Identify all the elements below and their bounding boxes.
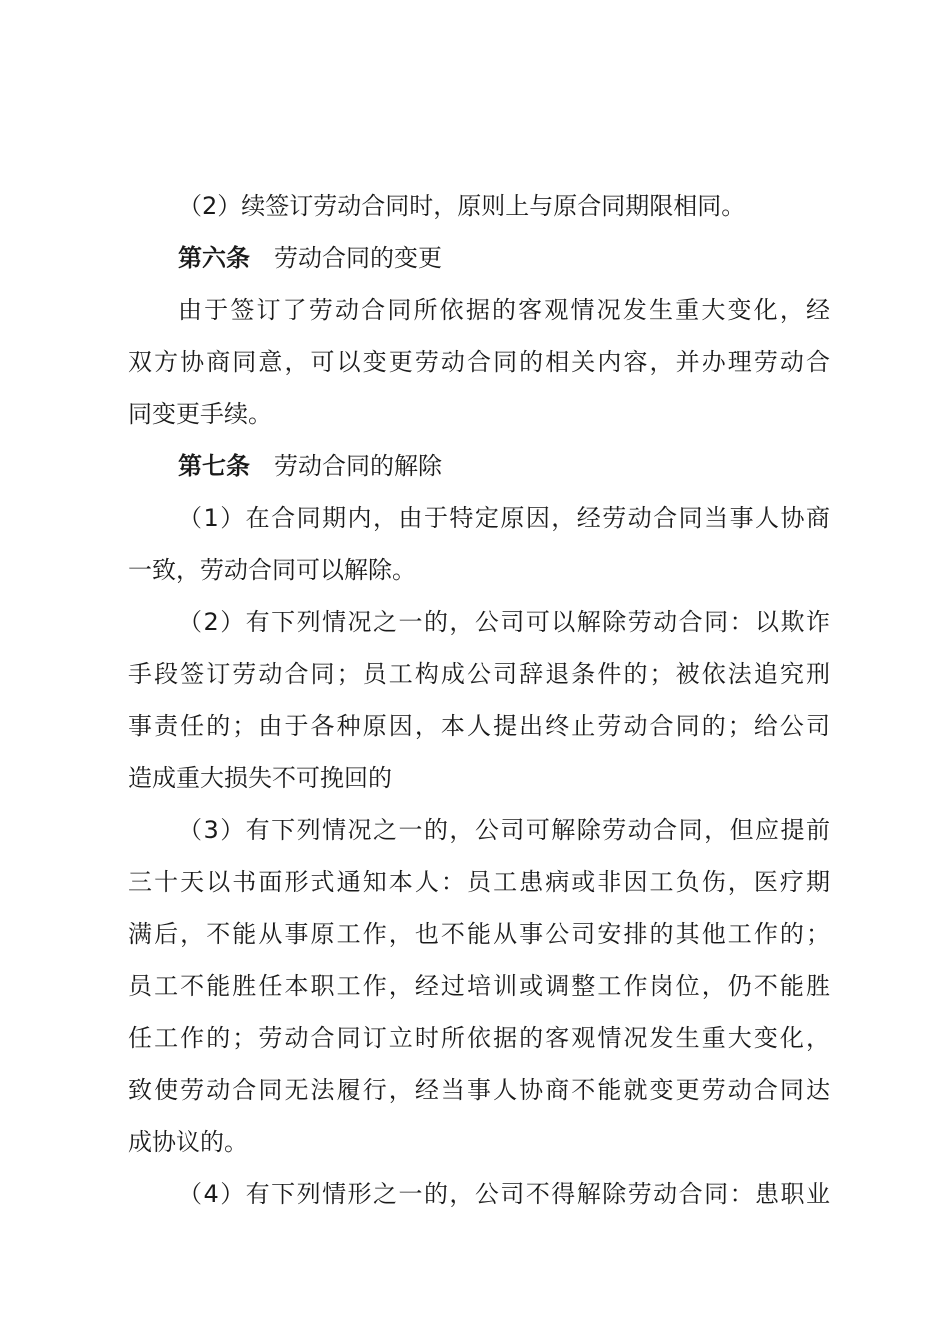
paragraph-line: 由于签订了劳动合同所依据的客观情况发生重大变化，经 xyxy=(178,296,830,324)
paragraph-line: （3）有下列情况之一的，公司可解除劳动合同，但应提前 xyxy=(178,816,830,844)
paragraph-line: 事责任的；由于各种原因，本人提出终止劳动合同的；给公司 xyxy=(128,712,830,740)
paragraph-line: 手段签订劳动合同；员工构成公司辞退条件的；被依法追究刑 xyxy=(128,660,830,688)
paragraph-line: 同变更手续。 xyxy=(128,400,272,428)
article-heading xyxy=(128,232,830,284)
paragraph-line: （4）有下列情形之一的，公司不得解除劳动合同：患职业 xyxy=(178,1180,830,1208)
paragraph-line: 成协议的。 xyxy=(128,1128,248,1156)
article-number: 第六条 xyxy=(178,244,250,272)
article-heading xyxy=(128,440,830,492)
paragraph-line: 任工作的；劳动合同订立时所依据的客观情况发生重大变化， xyxy=(128,1024,830,1052)
paragraph-line: 造成重大损失不可挽回的 xyxy=(128,764,392,792)
paragraph-line: 双方协商同意，可以变更劳动合同的相关内容，并办理劳动合 xyxy=(128,348,830,376)
article-number: 第七条 xyxy=(178,452,250,480)
paragraph-line: 三十天以书面形式通知本人：员工患病或非因工负伤，医疗期 xyxy=(128,868,830,896)
paragraph-line: （2）有下列情况之一的，公司可以解除劳动合同：以欺诈 xyxy=(178,608,830,636)
paragraph-line: 满后，不能从事原工作，也不能从事公司安排的其他工作的； xyxy=(128,920,830,948)
paragraph-line: 员工不能胜任本职工作，经过培训或调整工作岗位，仍不能胜 xyxy=(128,972,830,1000)
document-page xyxy=(128,180,830,1220)
article-title: 劳动合同的解除 xyxy=(274,452,442,480)
paragraph-line: 致使劳动合同无法履行，经当事人协商不能就变更劳动合同达 xyxy=(128,1076,830,1104)
paragraph-line: （1）在合同期内，由于特定原因，经劳动合同当事人协商 xyxy=(178,504,830,532)
paragraph-line: （2）续签订劳动合同时，原则上与原合同期限相同。 xyxy=(178,192,746,220)
article-title: 劳动合同的变更 xyxy=(274,244,442,272)
paragraph-line: 一致，劳动合同可以解除。 xyxy=(128,556,416,584)
